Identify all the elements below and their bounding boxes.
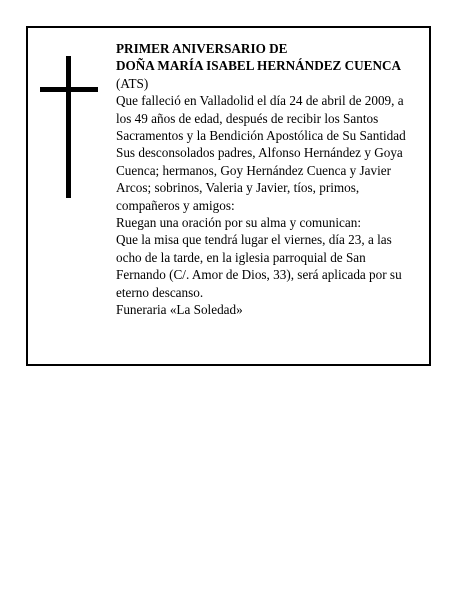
deceased-profession: (ATS) xyxy=(116,75,149,91)
latin-cross-icon xyxy=(40,56,98,198)
cross-vertical-bar xyxy=(66,56,71,198)
mass-details: Que la misa que tendrá lugar el viernes, día 23, a las ocho de la tarde, en la iglesia parroquial de San Fernando (C/. Amor de Dios, 33), será aplicada por su eterno descanso. xyxy=(116,232,402,300)
cross-horizontal-bar xyxy=(40,87,98,92)
family-list: Sus desconsolados padres, Alfonso Hernández y Goya Cuenca; hermanos, Goy Hernández Cuenca y Javier Arcos; sobrinos, Valeria y Javier, tíos, primos, compañeros y amigos: xyxy=(116,145,403,213)
funeral-home: Funeraria «La Soledad» xyxy=(116,302,243,318)
deceased-name: DOÑA MARÍA ISABEL HERNÁNDEZ CUENCA xyxy=(116,58,402,74)
notice-text xyxy=(116,40,418,319)
obituary-notice xyxy=(26,26,431,366)
prayer-request: Ruegan una oración por su alma y comunican: xyxy=(116,215,361,231)
death-details: Que falleció en Valladolid el día 24 de abril de 2009, a los 49 años de edad, después de recibir los Santos Sacramentos y la Bendición Apostólica de Su Santidad xyxy=(116,93,406,144)
notice-heading: PRIMER ANIVERSARIO DE xyxy=(116,41,288,56)
